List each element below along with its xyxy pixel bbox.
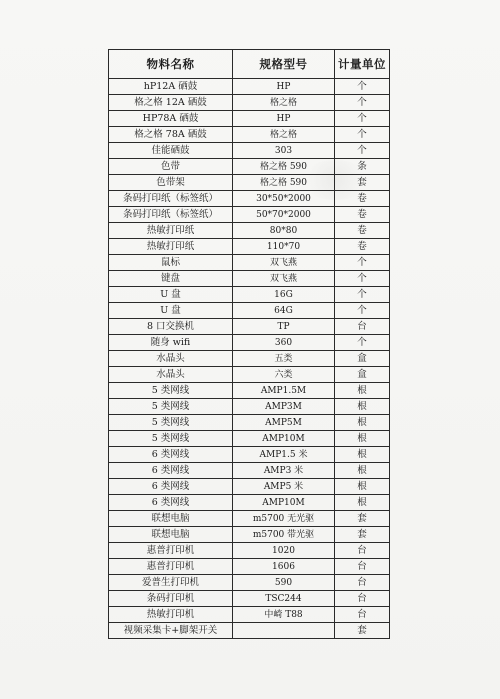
table-row <box>109 575 390 591</box>
material-name-cell: 键盘 <box>109 271 233 287</box>
unit-cell: 根 <box>335 415 390 431</box>
materials-table <box>108 49 390 639</box>
material-name-cell: 5 类网线 <box>109 383 233 399</box>
material-name-cell: 6 类网线 <box>109 495 233 511</box>
material-name-cell: 惠普打印机 <box>109 543 233 559</box>
material-name-cell: U 盘 <box>109 303 233 319</box>
unit-cell: 台 <box>335 607 390 623</box>
unit-cell: 卷 <box>335 239 390 255</box>
material-name-cell: 热敏打印纸 <box>109 239 233 255</box>
material-name-cell: 6 类网线 <box>109 463 233 479</box>
table-row <box>109 207 390 223</box>
spec-model-cell: 中崎 T88 <box>233 607 335 623</box>
unit-cell: 盒 <box>335 367 390 383</box>
table-row <box>109 79 390 95</box>
unit-cell: 根 <box>335 479 390 495</box>
table-row <box>109 463 390 479</box>
table-row <box>109 111 390 127</box>
material-name-cell: 色带 <box>109 159 233 175</box>
material-name-cell: 联想电脑 <box>109 511 233 527</box>
material-name-cell: 惠普打印机 <box>109 559 233 575</box>
table-row <box>109 271 390 287</box>
table-row <box>109 399 390 415</box>
material-name-cell: 5 类网线 <box>109 399 233 415</box>
spec-model-cell: 五类 <box>233 351 335 367</box>
unit-cell: 台 <box>335 319 390 335</box>
material-name-cell: 热敏打印机 <box>109 607 233 623</box>
table-row <box>109 511 390 527</box>
material-name-cell: hP12A 硒鼓 <box>109 79 233 95</box>
unit-cell: 卷 <box>335 191 390 207</box>
table-row <box>109 559 390 575</box>
table-row <box>109 591 390 607</box>
header-row <box>109 50 390 79</box>
unit-cell: 套 <box>335 175 390 191</box>
spec-model-cell: 六类 <box>233 367 335 383</box>
table-row <box>109 191 390 207</box>
material-name-cell: 条码打印纸（标签纸） <box>109 207 233 223</box>
spec-model-cell: 303 <box>233 143 335 159</box>
spec-model-cell: AMP1.5M <box>233 383 335 399</box>
unit-cell: 卷 <box>335 223 390 239</box>
material-name-cell: 条码打印纸（标签纸） <box>109 191 233 207</box>
unit-cell: 台 <box>335 575 390 591</box>
unit-cell: 根 <box>335 447 390 463</box>
table-row <box>109 495 390 511</box>
material-name-cell: 鼠标 <box>109 255 233 271</box>
spec-model-cell: 格之格 590 <box>233 159 335 175</box>
unit-cell: 根 <box>335 495 390 511</box>
table-row <box>109 607 390 623</box>
spec-model-cell: 16G <box>233 287 335 303</box>
material-name-cell: 条码打印机 <box>109 591 233 607</box>
table-row <box>109 303 390 319</box>
unit-cell: 条 <box>335 159 390 175</box>
spec-model-cell: 格之格 <box>233 95 335 111</box>
spec-model-cell: 格之格 <box>233 127 335 143</box>
unit-cell: 个 <box>335 255 390 271</box>
spec-model-cell: HP <box>233 111 335 127</box>
table-row <box>109 431 390 447</box>
material-name-cell: 热敏打印纸 <box>109 223 233 239</box>
table-row <box>109 95 390 111</box>
material-name-cell: 联想电脑 <box>109 527 233 543</box>
spec-model-cell: 1606 <box>233 559 335 575</box>
table-row <box>109 319 390 335</box>
material-name-cell: 佳能硒鼓 <box>109 143 233 159</box>
table-row <box>109 175 390 191</box>
material-name-cell: 6 类网线 <box>109 447 233 463</box>
spec-model-cell: AMP3 米 <box>233 463 335 479</box>
spec-model-cell: 双飞燕 <box>233 271 335 287</box>
header-spec-model: 规格型号 <box>233 50 335 79</box>
spec-model-cell: AMP10M <box>233 431 335 447</box>
material-name-cell: 5 类网线 <box>109 431 233 447</box>
unit-cell: 个 <box>335 287 390 303</box>
material-name-cell: 6 类网线 <box>109 479 233 495</box>
spec-model-cell: 360 <box>233 335 335 351</box>
unit-cell: 盒 <box>335 351 390 367</box>
table-row <box>109 239 390 255</box>
material-name-cell: 视频采集卡+脚架开关 <box>109 623 233 639</box>
header-material-name: 物料名称 <box>109 50 233 79</box>
unit-cell: 个 <box>335 95 390 111</box>
table-row <box>109 447 390 463</box>
unit-cell: 个 <box>335 111 390 127</box>
unit-cell: 个 <box>335 127 390 143</box>
spec-model-cell: 双飞燕 <box>233 255 335 271</box>
spec-model-cell: AMP3M <box>233 399 335 415</box>
table-row <box>109 527 390 543</box>
unit-cell: 台 <box>335 591 390 607</box>
unit-cell: 个 <box>335 79 390 95</box>
spec-model-cell: 1020 <box>233 543 335 559</box>
unit-cell: 台 <box>335 559 390 575</box>
material-name-cell: 格之格 78A 硒鼓 <box>109 127 233 143</box>
spec-model-cell: m5700 无光驱 <box>233 511 335 527</box>
spec-model-cell: 30*50*2000 <box>233 191 335 207</box>
material-name-cell: 5 类网线 <box>109 415 233 431</box>
material-name-cell: 水晶头 <box>109 351 233 367</box>
spec-model-cell: 110*70 <box>233 239 335 255</box>
unit-cell: 台 <box>335 543 390 559</box>
table-row <box>109 415 390 431</box>
table-row <box>109 143 390 159</box>
unit-cell: 套 <box>335 623 390 639</box>
material-name-cell: 爱普生打印机 <box>109 575 233 591</box>
spec-model-cell: TSC244 <box>233 591 335 607</box>
unit-cell: 根 <box>335 383 390 399</box>
unit-cell: 个 <box>335 271 390 287</box>
material-name-cell: 随身 wifi <box>109 335 233 351</box>
material-name-cell: 格之格 12A 硒鼓 <box>109 95 233 111</box>
table-row <box>109 623 390 639</box>
unit-cell: 个 <box>335 143 390 159</box>
table-row <box>109 351 390 367</box>
table-row <box>109 255 390 271</box>
table-row <box>109 479 390 495</box>
unit-cell: 个 <box>335 335 390 351</box>
material-name-cell: 水晶头 <box>109 367 233 383</box>
unit-cell: 套 <box>335 527 390 543</box>
table-row <box>109 383 390 399</box>
material-name-cell: 8 口交换机 <box>109 319 233 335</box>
table-row <box>109 367 390 383</box>
table-row <box>109 287 390 303</box>
material-name-cell: U 盘 <box>109 287 233 303</box>
table-row <box>109 335 390 351</box>
unit-cell: 根 <box>335 431 390 447</box>
spec-model-cell: TP <box>233 319 335 335</box>
unit-cell: 根 <box>335 463 390 479</box>
table-row <box>109 159 390 175</box>
spec-model-cell: HP <box>233 79 335 95</box>
unit-cell: 套 <box>335 511 390 527</box>
material-name-cell: HP78A 硒鼓 <box>109 111 233 127</box>
spec-model-cell: 50*70*2000 <box>233 207 335 223</box>
spec-model-cell: 格之格 590 <box>233 175 335 191</box>
spec-model-cell: m5700 带光驱 <box>233 527 335 543</box>
header-unit: 计量单位 <box>335 50 390 79</box>
spec-model-cell: AMP5 米 <box>233 479 335 495</box>
spec-model-cell: AMP1.5 米 <box>233 447 335 463</box>
spec-model-cell <box>233 623 335 639</box>
unit-cell: 卷 <box>335 207 390 223</box>
material-name-cell: 色带架 <box>109 175 233 191</box>
spec-model-cell: 80*80 <box>233 223 335 239</box>
unit-cell: 个 <box>335 303 390 319</box>
spec-model-cell: 590 <box>233 575 335 591</box>
table-row <box>109 543 390 559</box>
table-row <box>109 223 390 239</box>
table-row <box>109 127 390 143</box>
spec-model-cell: 64G <box>233 303 335 319</box>
table-body <box>109 79 390 639</box>
spec-model-cell: AMP5M <box>233 415 335 431</box>
spec-model-cell: AMP10M <box>233 495 335 511</box>
unit-cell: 根 <box>335 399 390 415</box>
